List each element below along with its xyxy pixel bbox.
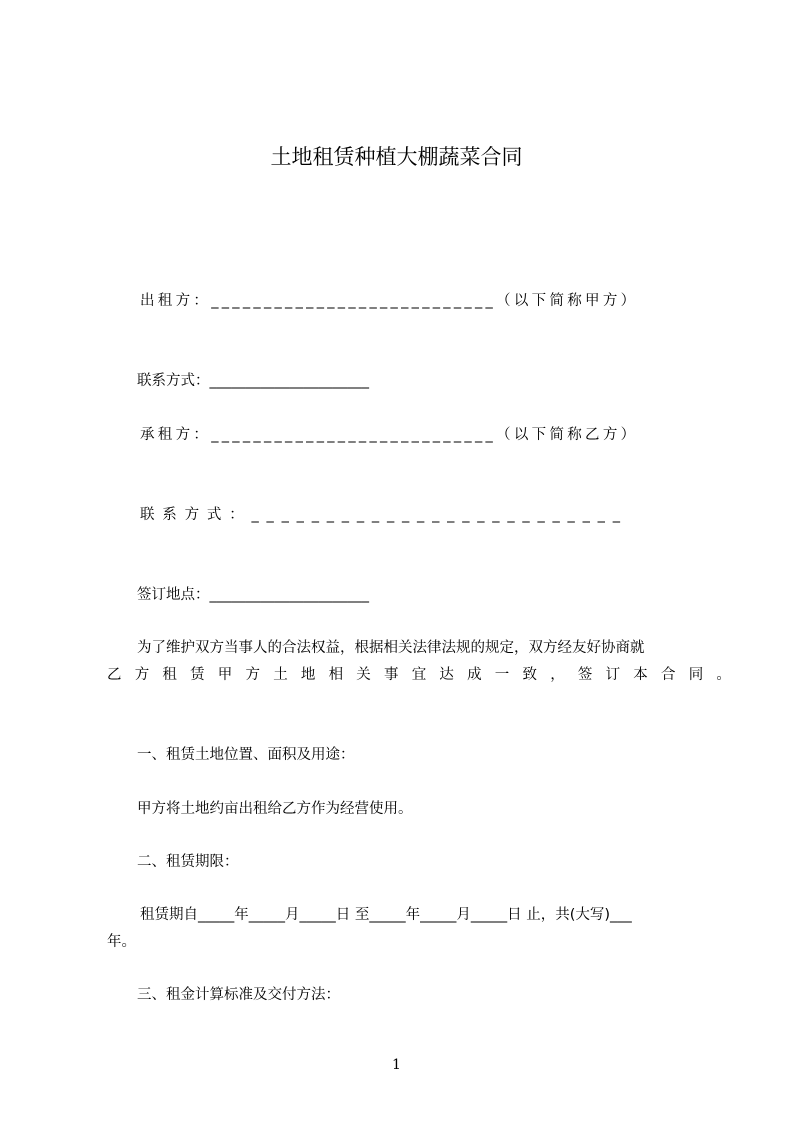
lessor-contact-line: 联系方式：______________________ xyxy=(137,373,369,389)
section-1-heading: 一、租赁土地位置、面积及用途： xyxy=(137,747,355,763)
lessor-line xyxy=(140,292,700,310)
section-1-body: 甲方将土地约亩出租给乙方作为经营使用。 xyxy=(137,801,413,817)
section-3-heading: 三、租金计算标准及交付方法： xyxy=(137,987,340,1003)
preamble-line-2: 乙方租赁甲方土地相关事宜达成一致，签订本合同。 xyxy=(107,667,745,683)
document-title: 土地租赁种植大棚蔬菜合同 xyxy=(270,145,523,169)
signing-place-line: 签订地点：______________________ xyxy=(137,587,369,603)
lessor-line-text: 出租方：___________________________（以下简称甲方） xyxy=(140,293,639,309)
page-number: 1 xyxy=(392,1057,401,1073)
lessee-line xyxy=(140,426,700,444)
preamble-line-1: 为了维护双方当事人的合法权益，根据相关法律法规的规定，双方经友好协商就 xyxy=(137,640,645,656)
lessee-line-text: 承租方：___________________________（以下简称乙方） xyxy=(140,427,639,443)
section-2-heading: 二、租赁期限： xyxy=(137,854,239,870)
section-2-body-line-2: 年。 xyxy=(107,934,136,950)
section-2-body-line-1: 租赁期自_____年_____月_____日 至_____年_____月_____日 止，共(大写)___ xyxy=(140,907,632,923)
lessee-contact-line: 联系方式：_________________________ xyxy=(140,507,628,523)
